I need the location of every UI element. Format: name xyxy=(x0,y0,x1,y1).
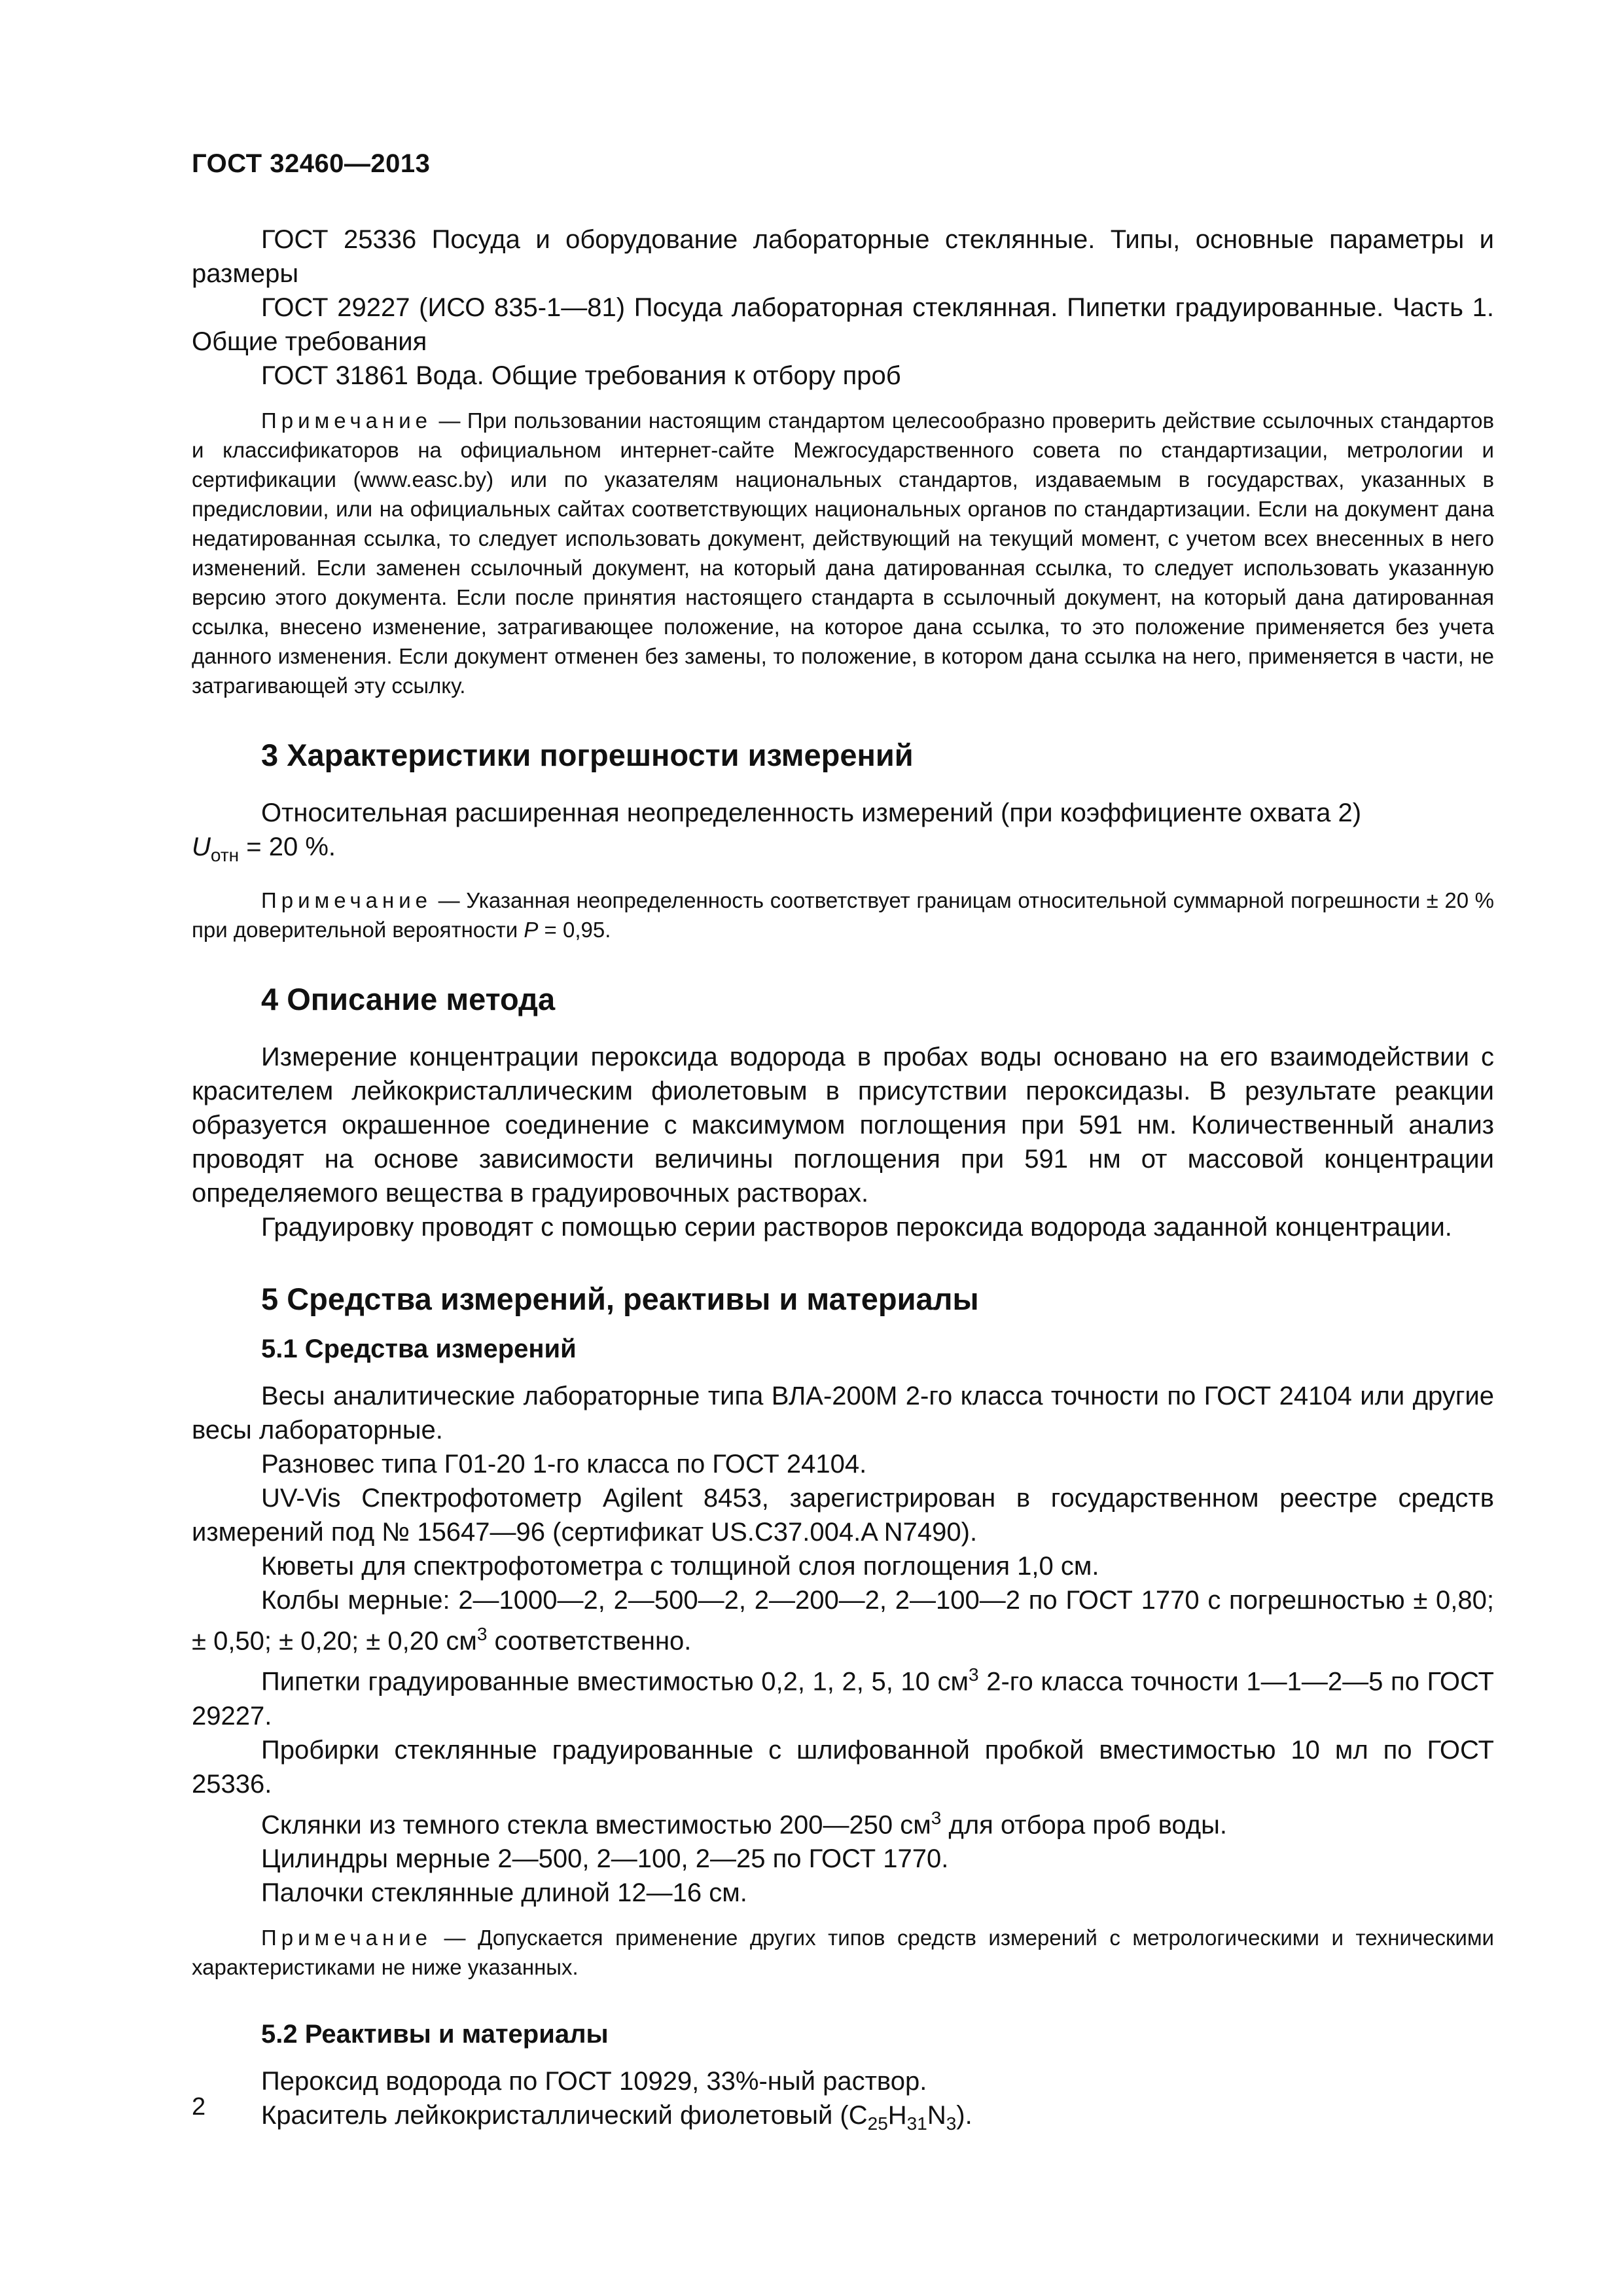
item-tubes: Пробирки стеклянные градуированные с шлифованной пробкой вместимостью 10 мл по ГОСТ 25336. xyxy=(192,1735,1494,1799)
reagent-dye: Краситель лейкокристаллический фиолетовый $(C_{25}H_{31}N_3)$. xyxy=(261,2100,972,2134)
page-number: 2 xyxy=(192,2093,206,2121)
item-cylinders: Цилиндры мерные 2—500, 2—100, 2—25 по ГОСТ 1770. xyxy=(261,1844,949,1873)
item-spectrophotometer: UV-Vis Спектрофотометр Agilent 8453, зарегистрирован в государственном реестре средств измерений под № 15647—96 (сертификат US.C37.004.A N7490). xyxy=(192,1484,1494,1547)
item-jars: Склянки из темного стекла вместимостью 200—250 $см^3$ для отбора проб воды. xyxy=(261,1807,1227,1839)
section-3-value: $U_{отн} = 20$ %. xyxy=(192,833,336,865)
section-4-title: 4 Описание метода xyxy=(261,982,556,1016)
item-pipettes: Пипетки градуированные вместимостью 0,2, 1, 2, 5, 10 $см^3$ 2-го класса точности 1—1—2—5 по ГОСТ 29227. xyxy=(192,1664,1494,1731)
ref-gost-31861: ГОСТ 31861 Вода. Общие требования к отбору проб xyxy=(261,361,901,390)
section-3-title: 3 Характеристики погрешности измерений xyxy=(261,738,914,772)
section-4-p2: Градуировку проводят с помощью серии растворов пероксида водорода заданной концентрации. xyxy=(261,1213,1452,1242)
section-3-note: Примечание — Указанная неопределенность соответствует границам относительной суммарной погрешности ± 20 % при доверительной вероятности P = 0,95. xyxy=(192,888,1495,942)
item-cuvettes: Кюветы для спектрофотометра с толщиной слоя поглощения 1,0 см. xyxy=(261,1552,1099,1581)
ref-gost-29227: ГОСТ 29227 (ИСО 835-1—81) Посуда лабораторная стеклянная. Пипетки градуированные. Часть 1. Общие требования xyxy=(192,293,1494,356)
note-references-text: При пользовании настоящим стандартом целесообразно проверить действие ссылочных стандартов и классификаторов на официальном интернет-сайте Межгосударственного совета по стандартизации, метрологии и сертификации (www.easc.by) или по указателям национальных стандартов, издаваемым в государствах, указанных в предисловии, или на официальных сайтах соответствующих национальных органов по стандартизации. Если на документ дана недатированная ссылка, то следует использовать документ, действующий на текущий момент, с учетом всех внесенных в него изменений. Если заменен ссылочный документ, на который дана датированная ссылка, то следует использовать указанную версию этого документа. Если после принятия настоящего стандарта в ссылочный документ, на который дана датированная ссылка, внесено изменение, затрагивающее положение, на которое дана ссылка, то это положение применяется без учета данного изменения. Если документ отменен без замены, то положение, в котором дана ссылка на него, применяется в части, не затрагивающей эту ссылку. xyxy=(192,408,1494,698)
subsection-5-1-title: 5.1 Средства измерений xyxy=(261,1335,577,1363)
item-balance: Весы аналитические лабораторные типа ВЛА-200М 2-го класса точности по ГОСТ 24104 или другие весы лабораторные. xyxy=(192,1382,1494,1444)
section-5-1-note: Примечание — Допускается применение других типов средств измерений с метрологическими и техническими характеристиками не ниже указанных. xyxy=(192,1925,1494,1979)
document-body xyxy=(192,223,1494,2141)
item-rods: Палочки стеклянные длиной 12—16 см. xyxy=(261,1878,747,1907)
page-header-doc-id: ГОСТ 32460—2013 xyxy=(192,149,431,178)
section-4-p1: Измерение концентрации пероксида водорода в пробах воды основано на его взаимодействии с красителем лейкокристаллическим фиолетовым в присутствии пероксидазы. В результате реакции образуется окрашенное соединение с максимумом поглощения при 591 нм. Количественный анализ проводят на основе зависимости величины поглощения при 591 нм от массовой концентрации определяемого вещества в градуировочных растворах. xyxy=(192,1043,1494,1208)
note-references: Примечание — При пользовании настоящим стандартом целесообразно проверить действие ссылочных стандартов и классификаторов на официальном интернет-сайте Межгосударственного совета по стандартизации, метрологии и сертификации (www.easc.by) или по указателям национальных стандартов, издаваемым в государствах, указанных в предисловии, или на официальных сайтах соответствующих национальных органов по стандартизации. Если на документ дана недатированная ссылка, то следует использовать документ, действующий на текущий момент, с учетом всех внесенных в него изменений. Если заменен ссылочный документ, на который дана датированная ссылка, то следует использовать указанную версию этого документа. Если после принятия настоящего стандарта в ссылочный документ, на который дана датированная ссылка, внесено изменение, затрагивающее положение, на которое дана ссылка, то это положение применяется без учета данного изменения. Если документ отменен без замены, то положение, в котором дана ссылка на него, применяется в части, не затрагивающей эту ссылку. xyxy=(192,408,1494,698)
ref-gost-25336: ГОСТ 25336 Посуда и оборудование лабораторные стеклянные. Типы, основные параметры и размеры xyxy=(192,225,1494,288)
subsection-5-2-title: 5.2 Реактивы и материалы xyxy=(261,2019,609,2049)
section-3-text: Относительная расширенная неопределенность измерений (при коэффициенте охвата 2) xyxy=(261,798,1362,827)
reagent-peroxide: Пероксид водорода по ГОСТ 10929, 33%-ный раствор. xyxy=(261,2066,927,2096)
section-5-title: 5 Средства измерений, реактивы и материалы xyxy=(261,1282,979,1316)
item-flasks: Колбы мерные: 2—1000—2, 2—500—2, 2—200—2, 2—100—2 по ГОСТ 1770 с погрешностью ± 0,80; ± 0,50; ± 0,20; ± 0,20 $см^3$ соответственно. xyxy=(192,1586,1494,1656)
item-weights: Разновес типа Г01-20 1-го класса по ГОСТ 24104. xyxy=(261,1450,867,1479)
note-label: Примечание xyxy=(261,408,433,433)
